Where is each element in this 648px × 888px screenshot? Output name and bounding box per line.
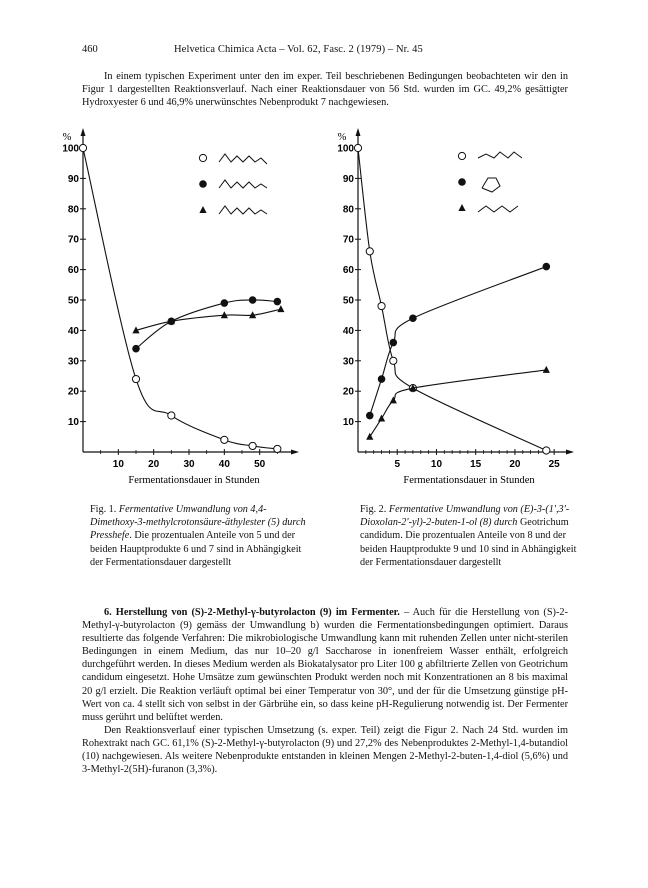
fig2-legend-structure-3 [478,206,518,212]
fig2-triangle-point [390,396,397,403]
fig2-caption-num: Fig. 2. [360,504,387,515]
section-6-p1-text: – Auch für die Herstellung von (S)-2-Methyl-γ-butyrolacton (9) gemäss der Umwandlung b) wurden die Fermentationsbedingungen optimiert. Daraus resultierte das folgende Verfahren: Die mikrobiologische Umwandlung kann mit ruhenden Zellen unter nicht-sterilen Bedingungen in einem Medium, das nur 10–20 g/l Saccharose in ionenfreiem Wasser enthält, erfolgreich durchgeführt werden. In dieses Medium werden als Biokatalysator pro Liter 100 g abfiltrierte Zellen von Geotrichum candidum eingesetzt. Hohe Umsätze zum gewünschten Produkt werden noch mit Konzentrationen an 8 bis maximal 20 g/l erzielt. Die Reaktion verläuft optimal bei einer Temperatur von 30°, und der für die Umsetzung günstige pH-Wert von ca. 4 stellt sich von selbst in der Gärbrühe ein, so dass keine pH-Regulierung notwendig ist. Der Fermenter muss gerührt und belüftet werden. [82,607,568,723]
fig1-legend-structure-bonds-2 [219,180,267,188]
section-6-paragraph-1 [82,606,568,724]
fig2-caption-title: Fermentative Umwandlung von (E)-3-(1',3'-Dioxolan-2'-yl)-2-buten-1-ol (8) durch [360,504,570,529]
fig1-legend-structure-2 [219,180,267,188]
fig2-y-tick-label: 70 [342,234,354,246]
figure-1 [55,122,305,492]
fig1-open-circle-point [79,144,86,151]
fig1-x-tick-label: 20 [148,459,160,470]
figure-2-caption [360,503,590,569]
fig1-legend-triangle-point [199,206,206,213]
fig1-filled-circle-point [274,298,282,306]
fig1-x-tick-label: 40 [218,459,230,470]
fig1-y-tick-label: 100 [62,143,79,155]
fig1-y-tick-label: 40 [67,325,79,337]
fig2-y-tick-label: 40 [342,325,354,337]
fig2-triangle-point [543,366,550,373]
fig2-y-tick-label: 90 [342,173,354,185]
fig1-legend-structure-3 [219,206,267,214]
fig1-legend-structure-bonds-3 [219,206,267,214]
figure-1-caption [90,503,310,569]
fig2-filled-circle-point [390,339,398,347]
fig2-filled-circle-point [543,263,551,271]
fig2-x-label: Fermentationsdauer in Stunden [403,475,535,486]
page-number: 460 [82,44,98,55]
fig1-x-axis-arrow [291,450,299,455]
fig2-x-tick-label: 25 [548,459,560,470]
section-6-title: 6. Herstellung von (S)-2-Methyl-γ-butyrolacton (9) im Fermenter. [104,607,400,618]
section-6-paragraph-2: Den Reaktionsverlauf einer typischen Umsetzung (s. exper. Teil) zeigt die Figur 2. Nach 24 Std. wurden im Rohextrakt nach GC. 61,1% (S)-2-Methyl-γ-butyrolacton (9) und 27,2% des Nebenproduktes 2-Methyl-1,4-butandiol (10) nachgewiesen. Als weitere Nebenprodukte entstanden in kleinen Mengen 2-Methyl-2-buten-1,4-diol (5,6%) und 3-Methyl-2(5H)-furanon (3,3%). [82,724,568,776]
fig2-x-tick-label: 5 [394,459,401,470]
fig2-axes [337,128,574,486]
intro-paragraph: In einem typischen Experiment unter den im exper. Teil beschriebenen Bedingungen beobachteten wir den in Figur 1 dargestellten Reaktionsverlauf. Nach einer Reaktionsdauer von 56 Std. wurden im GC. 49,2% gesättigter Hydroxyester 6 und 46,9% unerwünschtes Nebenprodukt 7 nachgewiesen. [82,71,568,108]
fig1-axes [62,128,299,486]
fig1-x-tick-label: 50 [254,459,266,470]
fig1-open-circle-point [132,375,139,382]
fig1-caption-b: . Die prozentualen Anteile von 5 und der beiden Hauptprodukte 6 und 7 sind in Abhängigkeit der Fermentationsdauer dargestellt [90,530,302,568]
fig1-y-axis-arrow [81,128,86,136]
fig2-x-axis-arrow [566,450,574,455]
fig2-legend-triangle-point [458,204,465,211]
fig1-caption-a: durch Presshefe [90,517,306,542]
fig2-y-tick-label: 80 [342,204,354,216]
fig1-caption-num: Fig. 1. [90,504,117,515]
fig2-legend-structure-bonds-1 [478,152,522,158]
fig2-y-tick-label: 60 [342,265,354,277]
fig1-legend-structure-bonds-1 [219,154,267,164]
fig1-y-tick-label: 30 [67,356,79,368]
fig2-series-line-filled-triangle [370,370,547,437]
fig2-open-circle-point [378,302,385,309]
fig2-open-circle-point [543,447,550,454]
fig1-legend-filled-circle-point [199,180,207,188]
fig1-y-tick-label: 60 [67,265,79,277]
fig1-open-circle-point [168,412,175,419]
fig2-legend-structure-bonds-3 [478,206,518,212]
fig1-series-line-filled-triangle [136,309,281,330]
fig2-caption-a: Geotrichum candidum [360,517,569,542]
section-6 [82,606,568,776]
fig2-filled-circle-point [366,412,374,420]
fig2-open-circle-point [354,144,361,151]
fig1-open-circle-point [274,445,281,452]
fig2-y-tick-label: 10 [342,417,354,429]
fig2-y-label: % [337,132,347,143]
fig1-y-label: % [62,132,72,143]
fig1-filled-circle-point [221,299,229,307]
fig2-triangle-point [378,415,385,422]
fig1-y-tick-label: 10 [67,417,79,429]
fig1-y-tick-label: 50 [67,295,79,307]
fig2-legend-open-circle-point [458,152,465,159]
fig2-open-circle-point [390,357,397,364]
fig1-y-tick-label: 70 [67,234,79,246]
figure-2 [330,122,580,492]
fig1-x-tick-label: 10 [112,459,124,470]
fig2-filled-circle-point [378,375,386,383]
fig1-open-circle-point [221,436,228,443]
fig2-legend-structure-1 [478,152,522,158]
fig2-open-circle-point [366,248,373,255]
fig1-y-tick-label: 20 [67,386,79,398]
fig1-filled-circle-point [132,345,140,353]
fig2-y-tick-label: 100 [337,143,354,155]
fig2-y-tick-label: 20 [342,386,354,398]
fig1-caption-title: Fermentative Umwandlung von 4,4-Dimethoxy-3-methylcrotonsäure-äthylester (5) [90,504,280,529]
fig1-series-line-open-circle [83,148,277,449]
journal-title: Helvetica Chimica Acta – Vol. 62, Fasc. 2 (1979) – Nr. 45 [174,44,423,55]
fig2-series-line-open-circle [358,148,546,450]
fig1-triangle-point [277,305,284,312]
fig2-legend-structure-2 [482,178,500,192]
fig2-legend-structure-bonds-2 [482,178,500,192]
fig2-x-tick-label: 10 [430,459,443,470]
fig2-y-tick-label: 30 [342,356,354,368]
fig2-x-tick-label: 15 [470,459,482,470]
fig2-y-axis-arrow [356,128,361,136]
fig2-caption-b: . Die prozentualen Anteile von 8 und der beiden Hauptprodukte 9 und 10 sind in Abhängigkeit der Fermentationsdauer dargestellt [360,530,577,568]
fig2-filled-circle-point [409,314,417,322]
fig1-x-label: Fermentationsdauer in Stunden [128,475,260,486]
fig1-filled-circle-point [249,296,257,304]
fig1-legend-structure-1 [219,154,267,164]
fig1-legend-open-circle-point [199,154,206,161]
fig2-y-tick-label: 50 [342,295,354,307]
fig2-x-tick-label: 20 [509,459,521,470]
fig1-open-circle-point [249,442,256,449]
fig2-legend-filled-circle-point [458,178,466,186]
fig1-y-tick-label: 80 [67,204,79,216]
fig1-y-tick-label: 90 [67,173,79,185]
fig1-x-tick-label: 30 [183,459,195,470]
